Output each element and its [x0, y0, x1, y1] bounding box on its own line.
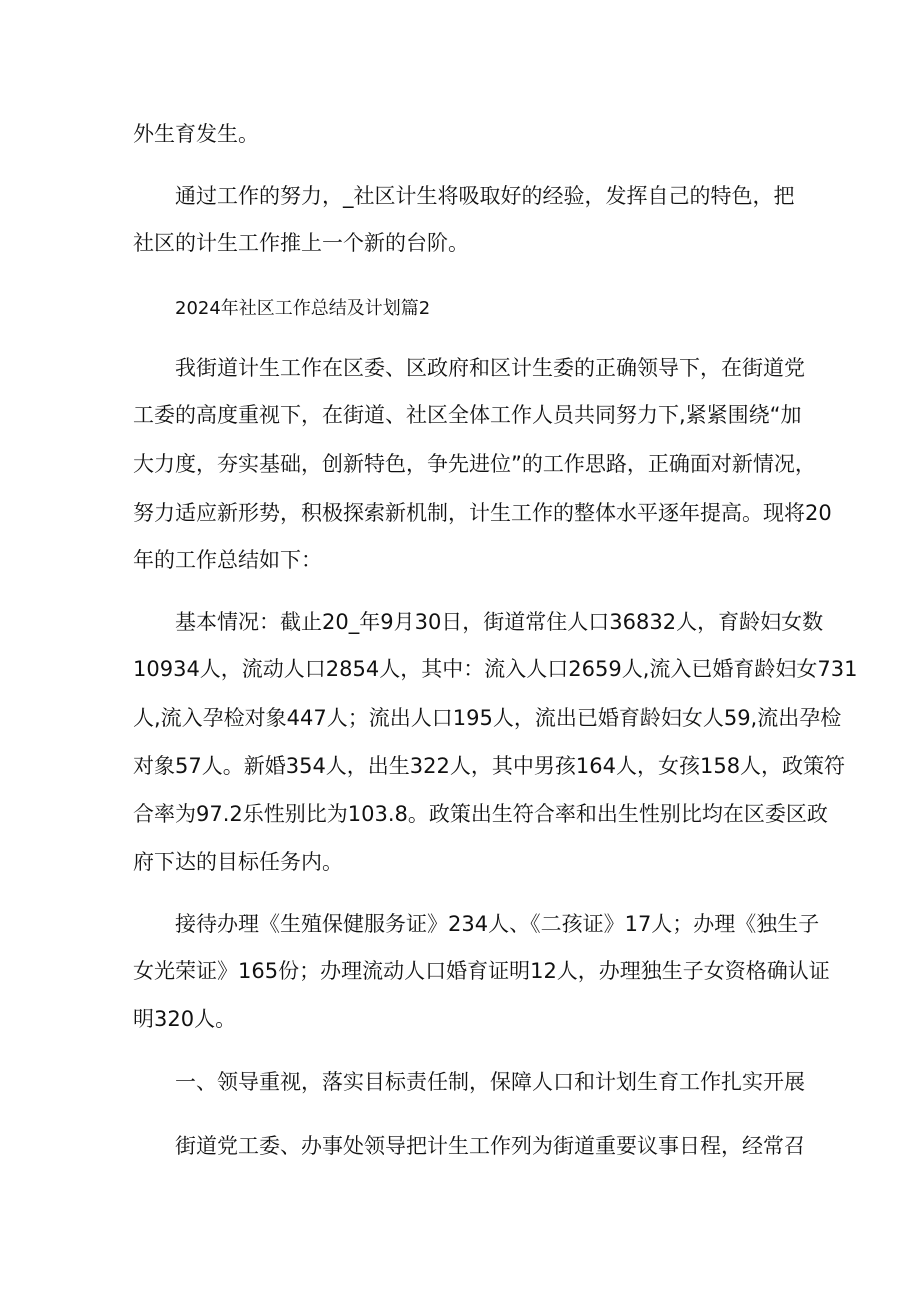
paragraph-line: 接待办理《生殖保健服务证》234人、《二孩证》17人；办理《独生子 — [175, 912, 820, 936]
paragraph-line: 合率为97.2乐性别比为103.8。政策出生符合率和出生性别比均在区委区政 — [133, 802, 828, 826]
paragraph-line: 通过工作的努力，_社区计生将吸取好的经验，发挥自己的特色，把 — [175, 184, 795, 208]
section-heading: 一、领导重视，落实目标责任制，保障人口和计划生育工作扎实开展 — [175, 1070, 805, 1094]
paragraph-line: 大力度，夯实基础，创新特色，争先进位”的工作思路，正确面对新情况， — [133, 452, 816, 476]
paragraph-line: 街道党工委、办事处领导把计生工作列为街道重要议事日程，经常召 — [175, 1134, 805, 1158]
paragraph-line: 社区的计生工作推上一个新的台阶。 — [133, 231, 469, 255]
paragraph-line: 基本情况：截止20_年9月30日，街道常住人口36832人，育龄妇女数 — [175, 610, 824, 634]
paragraph-line: 工委的高度重视下，在街道、社区全体工作人员共同努力下,紧紧围绕“加 — [133, 403, 802, 427]
paragraph-line: 外生育发生。 — [133, 122, 259, 146]
paragraph-line: 明320人。 — [133, 1007, 237, 1031]
paragraph-line: 年的工作总结如下： — [133, 548, 322, 572]
paragraph-line: 人,流入孕检对象447人；流出人口195人，流出已婚育龄妇女人59,流出孕检 — [133, 706, 842, 730]
section-title: 2024年社区工作总结及计划篇2 — [175, 298, 431, 319]
paragraph-line: 努力适应新形势，积极探索新机制，计生工作的整体水平逐年提高。现将20 — [133, 501, 832, 525]
paragraph-line: 对象57人。新婚354人，出生322人，其中男孩164人，女孩158人，政策符 — [133, 754, 846, 778]
paragraph-line: 我街道计生工作在区委、区政府和区计生委的正确领导下，在街道党 — [175, 356, 805, 380]
paragraph-line: 女光荣证》165份；办理流动人口婚育证明12人，办理独生子女资格确认证 — [133, 959, 830, 983]
paragraph-line: 府下达的目标任务内。 — [133, 850, 343, 874]
paragraph-line: 10934人，流动人口2854人，其中：流入人口2659人,流入已婚育龄妇女731 — [133, 657, 858, 681]
